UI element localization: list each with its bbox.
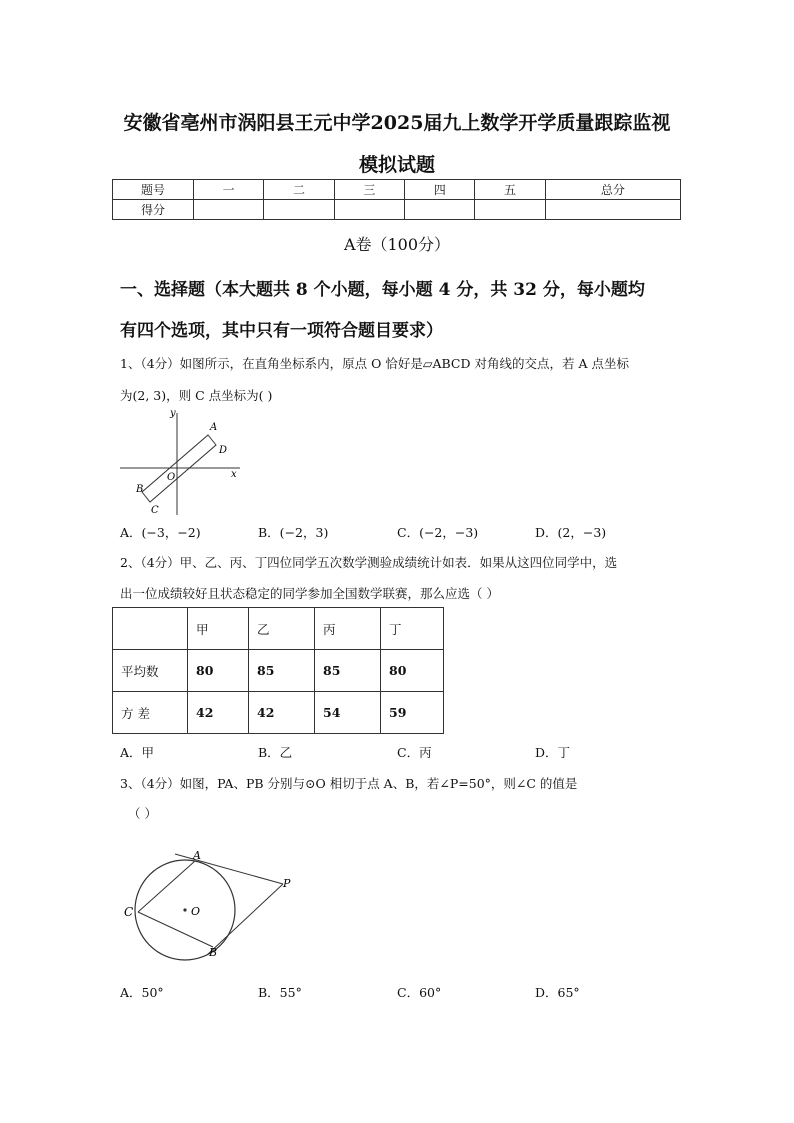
q2-option-a[interactable]: A．甲	[120, 745, 155, 760]
score-table-header-row	[113, 180, 681, 200]
q1-option-c[interactable]: C．(−2，−3)	[397, 525, 479, 540]
table-cell: 42	[188, 692, 249, 734]
table-cell: 85	[249, 650, 315, 692]
q3-option-a[interactable]: A．50°	[120, 985, 164, 1000]
volume-heading: A卷（100分）	[343, 235, 451, 254]
q2-text-line-2: 出一位成绩较好且状态稳定的同学参加全国数学联赛，那么应选（ ）	[120, 586, 499, 601]
q2-data-table	[112, 607, 444, 734]
label-b: B	[209, 946, 218, 959]
label-o: O	[191, 905, 201, 918]
score-cell	[264, 200, 334, 220]
label-c: C	[124, 905, 134, 919]
q3-text-line-2: （ ）	[128, 806, 157, 821]
q3-text-line-1: 3、（4分）如图，PA、PB 分别与⊙O 相切于点 A、B，若∠P=50°，则∠C 的值是	[120, 776, 578, 791]
score-header-cell: 五	[475, 180, 545, 200]
table-row	[113, 608, 444, 650]
score-row-label: 得分	[113, 200, 194, 220]
chord-ca	[138, 861, 195, 912]
label-x: x	[231, 469, 237, 480]
center-point	[183, 908, 186, 911]
score-header-cell: 题号	[113, 180, 194, 200]
q1-option-d[interactable]: D．(2，−3)	[535, 525, 607, 540]
q3-option-c[interactable]: C．60°	[397, 985, 442, 1000]
table-header-cell: 乙	[249, 608, 315, 650]
q1-text-line-1: 1、（4分）如图所示，在直角坐标系内，原点 O 恰好是▱ABCD 对角线的交点，若 A 点坐标	[120, 356, 629, 371]
table-cell: 80	[381, 650, 444, 692]
label-p: P	[283, 877, 291, 890]
q3-tangent-figure	[115, 840, 300, 970]
q1-option-b[interactable]: B．(−2，3)	[258, 525, 329, 540]
table-cell: 80	[188, 650, 249, 692]
table-row	[113, 650, 444, 692]
table-cell: 59	[381, 692, 444, 734]
score-header-cell: 总分	[545, 180, 680, 200]
q3-option-b[interactable]: B．55°	[258, 985, 302, 1000]
score-table-row	[113, 200, 681, 220]
score-table	[112, 179, 681, 220]
chord-cb	[138, 912, 213, 947]
score-header-cell: 四	[405, 180, 475, 200]
q2-option-c[interactable]: C．丙	[397, 745, 432, 760]
table-cell	[113, 608, 188, 650]
score-cell	[194, 200, 264, 220]
q1-text-line-2: 为(2, 3)，则 C 点坐标为( )	[120, 388, 273, 403]
q1-option-a[interactable]: A．(−3，−2)	[120, 525, 201, 540]
label-b: B	[136, 484, 144, 495]
table-header-cell: 丙	[315, 608, 381, 650]
table-row	[113, 692, 444, 734]
score-cell	[334, 200, 404, 220]
q2-option-d[interactable]: D．丁	[535, 745, 571, 760]
section-heading-line-2: 有四个选项，其中只有一项符合题目要求）	[120, 321, 443, 341]
table-cell: 54	[315, 692, 381, 734]
score-header-cell: 一	[194, 180, 264, 200]
score-header-cell: 三	[334, 180, 404, 200]
table-header-cell: 丁	[381, 608, 444, 650]
tangent-pa	[175, 854, 283, 884]
label-c: C	[151, 505, 159, 516]
label-a: A	[193, 849, 201, 862]
label-y: y	[170, 408, 176, 419]
score-header-cell: 二	[264, 180, 334, 200]
title-line-1: 安徽省亳州市涡阳县王元中学2025届九上数学开学质量跟踪监视	[123, 112, 671, 134]
q2-text-line-1: 2、（4分）甲、乙、丙、丁四位同学五次数学测验成绩统计如表．如果从这四位同学中，选	[120, 555, 618, 570]
table-cell: 42	[249, 692, 315, 734]
label-a: A	[210, 422, 218, 433]
score-cell	[545, 200, 680, 220]
table-row-label: 平均数	[113, 650, 188, 692]
table-header-cell: 甲	[188, 608, 249, 650]
score-cell	[405, 200, 475, 220]
table-cell: 85	[315, 650, 381, 692]
q1-coordinate-figure	[115, 405, 250, 520]
q2-option-b[interactable]: B．乙	[258, 745, 293, 760]
label-d: D	[219, 445, 228, 456]
q3-option-d[interactable]: D．65°	[535, 985, 580, 1000]
title-line-2: 模拟试题	[358, 154, 435, 176]
tangent-pb	[207, 884, 283, 955]
table-row-label: 方 差	[113, 692, 188, 734]
score-cell	[475, 200, 545, 220]
section-heading-line-1: 一、选择题（本大题共 8 个小题，每小题 4 分，共 32 分，每小题均	[120, 280, 645, 300]
label-o: O	[167, 472, 176, 483]
